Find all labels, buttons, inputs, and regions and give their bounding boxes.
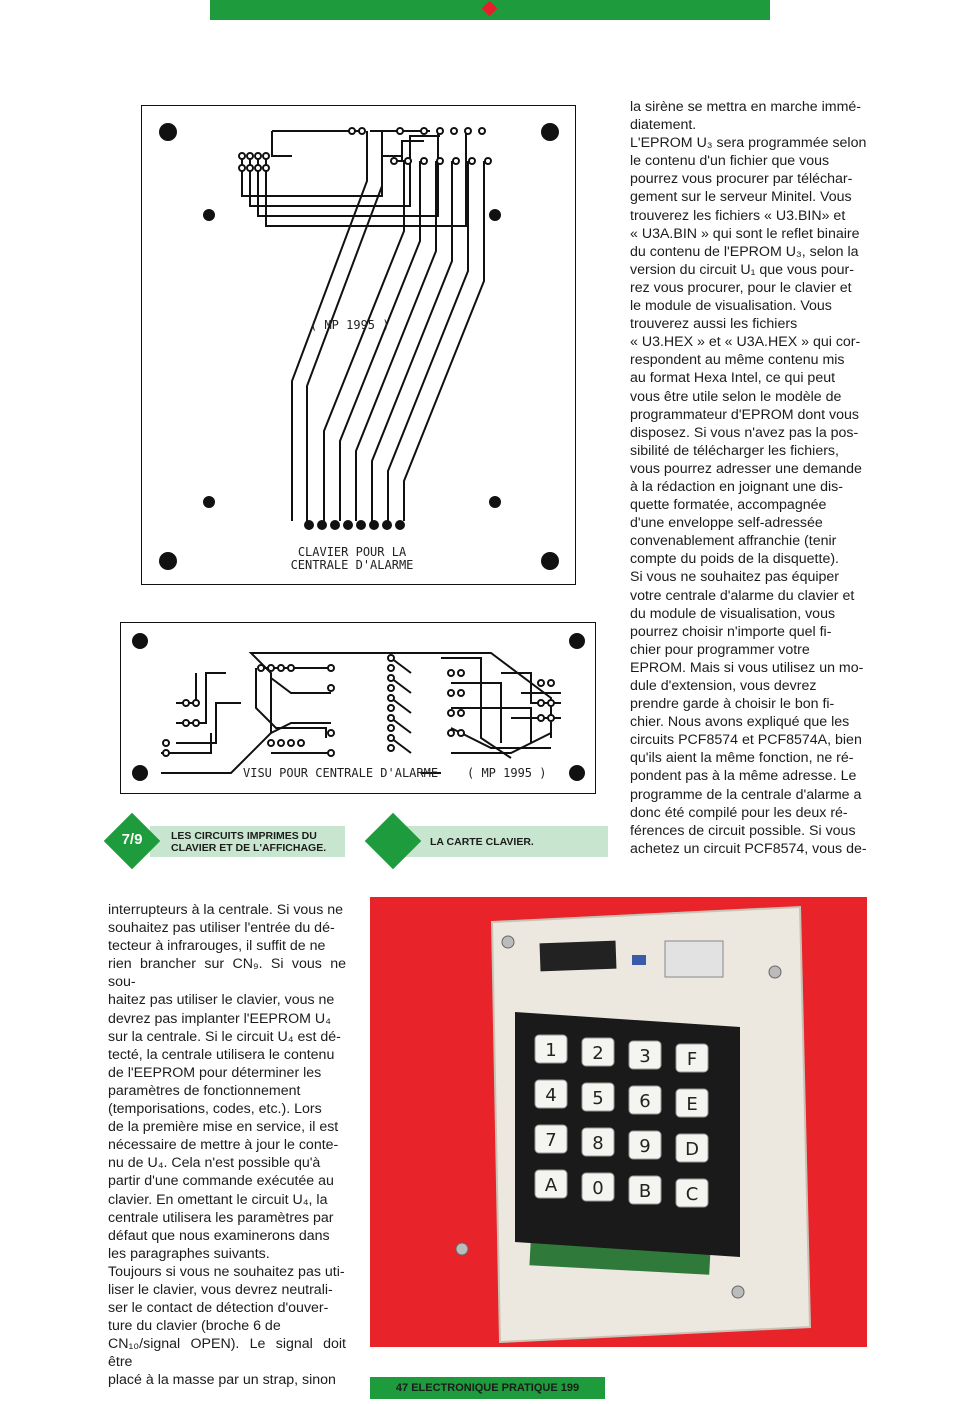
keypad-key-label: 1 [545, 1040, 557, 1061]
keypad-photo [370, 897, 867, 1347]
keypad-key-label: 4 [545, 1085, 557, 1106]
text-line: nu de U₄. Cela n'est possible qu'à [108, 1155, 321, 1172]
text-line: « U3A.BIN » qui sont le reflet binaire [630, 225, 860, 242]
caption-left-line2: CLAVIER ET DE L'AFFICHAGE. [171, 842, 327, 854]
text-line: convenablement affranchie (tenir [630, 533, 837, 550]
text-line: défaut que nous examinerons dans [108, 1227, 330, 1244]
keypad-key-label: E [686, 1094, 698, 1115]
keypad-key-label: C [685, 1184, 699, 1205]
keypad-key-label: 5 [592, 1088, 604, 1109]
text-line: pondent pas à la même adresse. Le [630, 768, 857, 785]
keypad-key-label: D [685, 1139, 699, 1160]
text-line: tecté, la centrale utilisera le contenu [108, 1046, 335, 1063]
keypad-key-label: A [544, 1175, 558, 1196]
text-line: circuits PCF8574 et PCF8574A, bien [630, 732, 862, 749]
text-line: ture du clavier (broche 6 de [108, 1318, 281, 1335]
text-line: prendre garde à choisir le bon fi- [630, 696, 835, 713]
text-line: pourrez vous procurer par téléchar- [630, 171, 853, 188]
text-line: clavier. En omettant le circuit U₄, la [108, 1191, 328, 1208]
text-line: centrale utilisera les paramètres par [108, 1209, 334, 1226]
text-line: à la rédaction en joignant une dis- [630, 478, 843, 495]
pcb-keyboard-mp-label: ( MP 1995 ) [310, 318, 390, 332]
keypad-key-label: 7 [545, 1130, 557, 1151]
keypad-photo-illustration [370, 897, 867, 1347]
text-line: souhaitez pas utiliser l'entrée du dé- [108, 920, 335, 937]
text-line: programme de la centrale d'alarme a [630, 786, 862, 803]
keypad-key-label: 3 [639, 1046, 651, 1067]
text-line: rien brancher sur CN₉. Si vous ne sou- [108, 956, 346, 991]
text-line: interrupteurs à la centrale. Si vous ne [108, 902, 344, 918]
text-line: liser le clavier, vous devrez neutrali- [108, 1281, 333, 1298]
text-line: sibilité de télécharger les fichiers, [630, 442, 839, 459]
text-line: diatement. [630, 117, 697, 134]
text-line: quette formatée, accompagnée [630, 497, 827, 514]
text-line: Si vous ne souhaitez pas équiper [630, 569, 840, 586]
text-line: L'EPROM U₃ sera programmée selon [630, 135, 867, 152]
text-line: votre centrale d'alarme du clavier et [630, 587, 855, 604]
text-line: nécessaire de mettre à jour le conte- [108, 1137, 339, 1154]
text-line: la sirène se mettra en marche immé- [630, 99, 862, 115]
text-line: paramètres de fonctionnement [108, 1082, 301, 1099]
pcb-display-layout [120, 622, 596, 794]
left-text-column [108, 901, 346, 1390]
text-line: du contenu de l'EPROM U₃, selon la [630, 243, 859, 260]
keypad-key-label: 2 [592, 1043, 604, 1064]
text-line: programmateur d'EPROM dont vous [630, 406, 860, 423]
caption-left-number: 7/9 [121, 831, 143, 848]
text-line: compte du poids de la disquette). [630, 551, 840, 568]
text-line: du module de visualisation, vous [630, 605, 836, 622]
text-line: au format Hexa Intel, ce qui peut [630, 370, 836, 387]
text-line: achetez un circuit PCF8574, vous de- [630, 840, 867, 857]
caption-right-text: LA CARTE CLAVIER. [430, 836, 534, 848]
text-line: version du circuit U₁ que vous pour- [630, 261, 855, 278]
pcb-keyboard-traces [142, 106, 575, 584]
text-line: d'une enveloppe self-adressée [630, 515, 823, 532]
text-line: le contenu d'un fichier que vous [630, 153, 830, 170]
keypad-key-label: 6 [639, 1091, 651, 1112]
text-line: trouverez aussi les fichiers [630, 316, 798, 333]
keypad-key-label: 9 [639, 1136, 651, 1157]
pcb-keyboard-title-line2: CENTRALE D'ALARME [290, 558, 414, 572]
text-line: de la première mise en service, il est [108, 1119, 339, 1136]
text-line: le module de visualisation. Vous [630, 298, 832, 315]
text-line: haitez pas utiliser le clavier, vous ne [108, 992, 335, 1009]
text-line: sur la centrale. Si le circuit U₄ est dé- [108, 1028, 341, 1045]
right-text-column [630, 98, 868, 858]
text-line: (temporisations, codes, etc.). Lors [108, 1101, 322, 1118]
text-line: Toujours si vous ne souhaitez pas uti- [108, 1263, 345, 1280]
text-line: trouverez les fichiers « U3.BIN» et [630, 207, 846, 224]
page-footer: 47 ELECTRONIQUE PRATIQUE 199 [370, 1377, 605, 1399]
text-line: qu'ils aient la même fonction, ne ré- [630, 750, 854, 767]
text-line: placé à la masse par un strap, sinon [108, 1372, 336, 1389]
text-line: dule d'extension, vous devrez [630, 678, 817, 694]
text-line: devrez pas implanter l'EEPROM U₄ [108, 1010, 331, 1027]
text-line: férences de circuit possible. Si vous [630, 822, 856, 839]
text-line: CN₁₀/signal OPEN). Le signal doit être [108, 1336, 346, 1371]
text-line: chier. Nous avons expliqué que les [630, 714, 850, 731]
keypad-key-label: B [638, 1181, 652, 1202]
text-line: chier pour programmer votre [630, 641, 810, 658]
text-line: ser le contact de détection d'ouver- [108, 1300, 329, 1317]
text-line: tecteur à infrarouges, il suffit de ne [108, 938, 326, 955]
text-line: partir d'une commande exécutée au [108, 1173, 334, 1190]
pcb-keyboard-layout [141, 105, 576, 585]
text-line: disposez. Si vous n'avez pas la pos- [630, 424, 859, 441]
caption-right-badge [365, 813, 422, 870]
text-line: pourrez choisir n'importe quel fi- [630, 623, 832, 640]
keypad-key-label: F [686, 1049, 698, 1070]
text-line: donc été compilé pour les deux ré- [630, 804, 848, 821]
text-line: EPROM. Mais si vous utilisez un mo- [630, 659, 864, 676]
caption-left-line1: LES CIRCUITS IMPRIMES DU [171, 830, 317, 842]
text-line: gement sur le serveur Minitel. Vous [630, 189, 852, 206]
keypad-key-label: 0 [592, 1178, 604, 1199]
keypad-key-label: 8 [592, 1133, 604, 1154]
text-line: vous pourrez adresser une demande [630, 460, 862, 477]
text-line: les paragraphes suivants. [108, 1245, 270, 1262]
pcb-display-title: VISU POUR CENTRALE D'ALARME [243, 766, 439, 780]
text-line: respondent au même contenu mis [630, 352, 845, 369]
caption-left-text [171, 830, 326, 854]
text-line: rez vous procurer, pour le clavier et [630, 279, 852, 296]
text-line: « U3.HEX » et « U3A.HEX » qui cor- [630, 334, 861, 351]
pcb-keyboard-title [262, 546, 442, 572]
pcb-display-mp-label: ( MP 1995 ) [467, 766, 547, 780]
text-line: vous être utile selon le modèle de [630, 388, 842, 405]
pcb-keyboard-title-line1: CLAVIER POUR LA [297, 545, 407, 559]
text-line: de l'EEPROM pour déterminer les [108, 1064, 322, 1081]
